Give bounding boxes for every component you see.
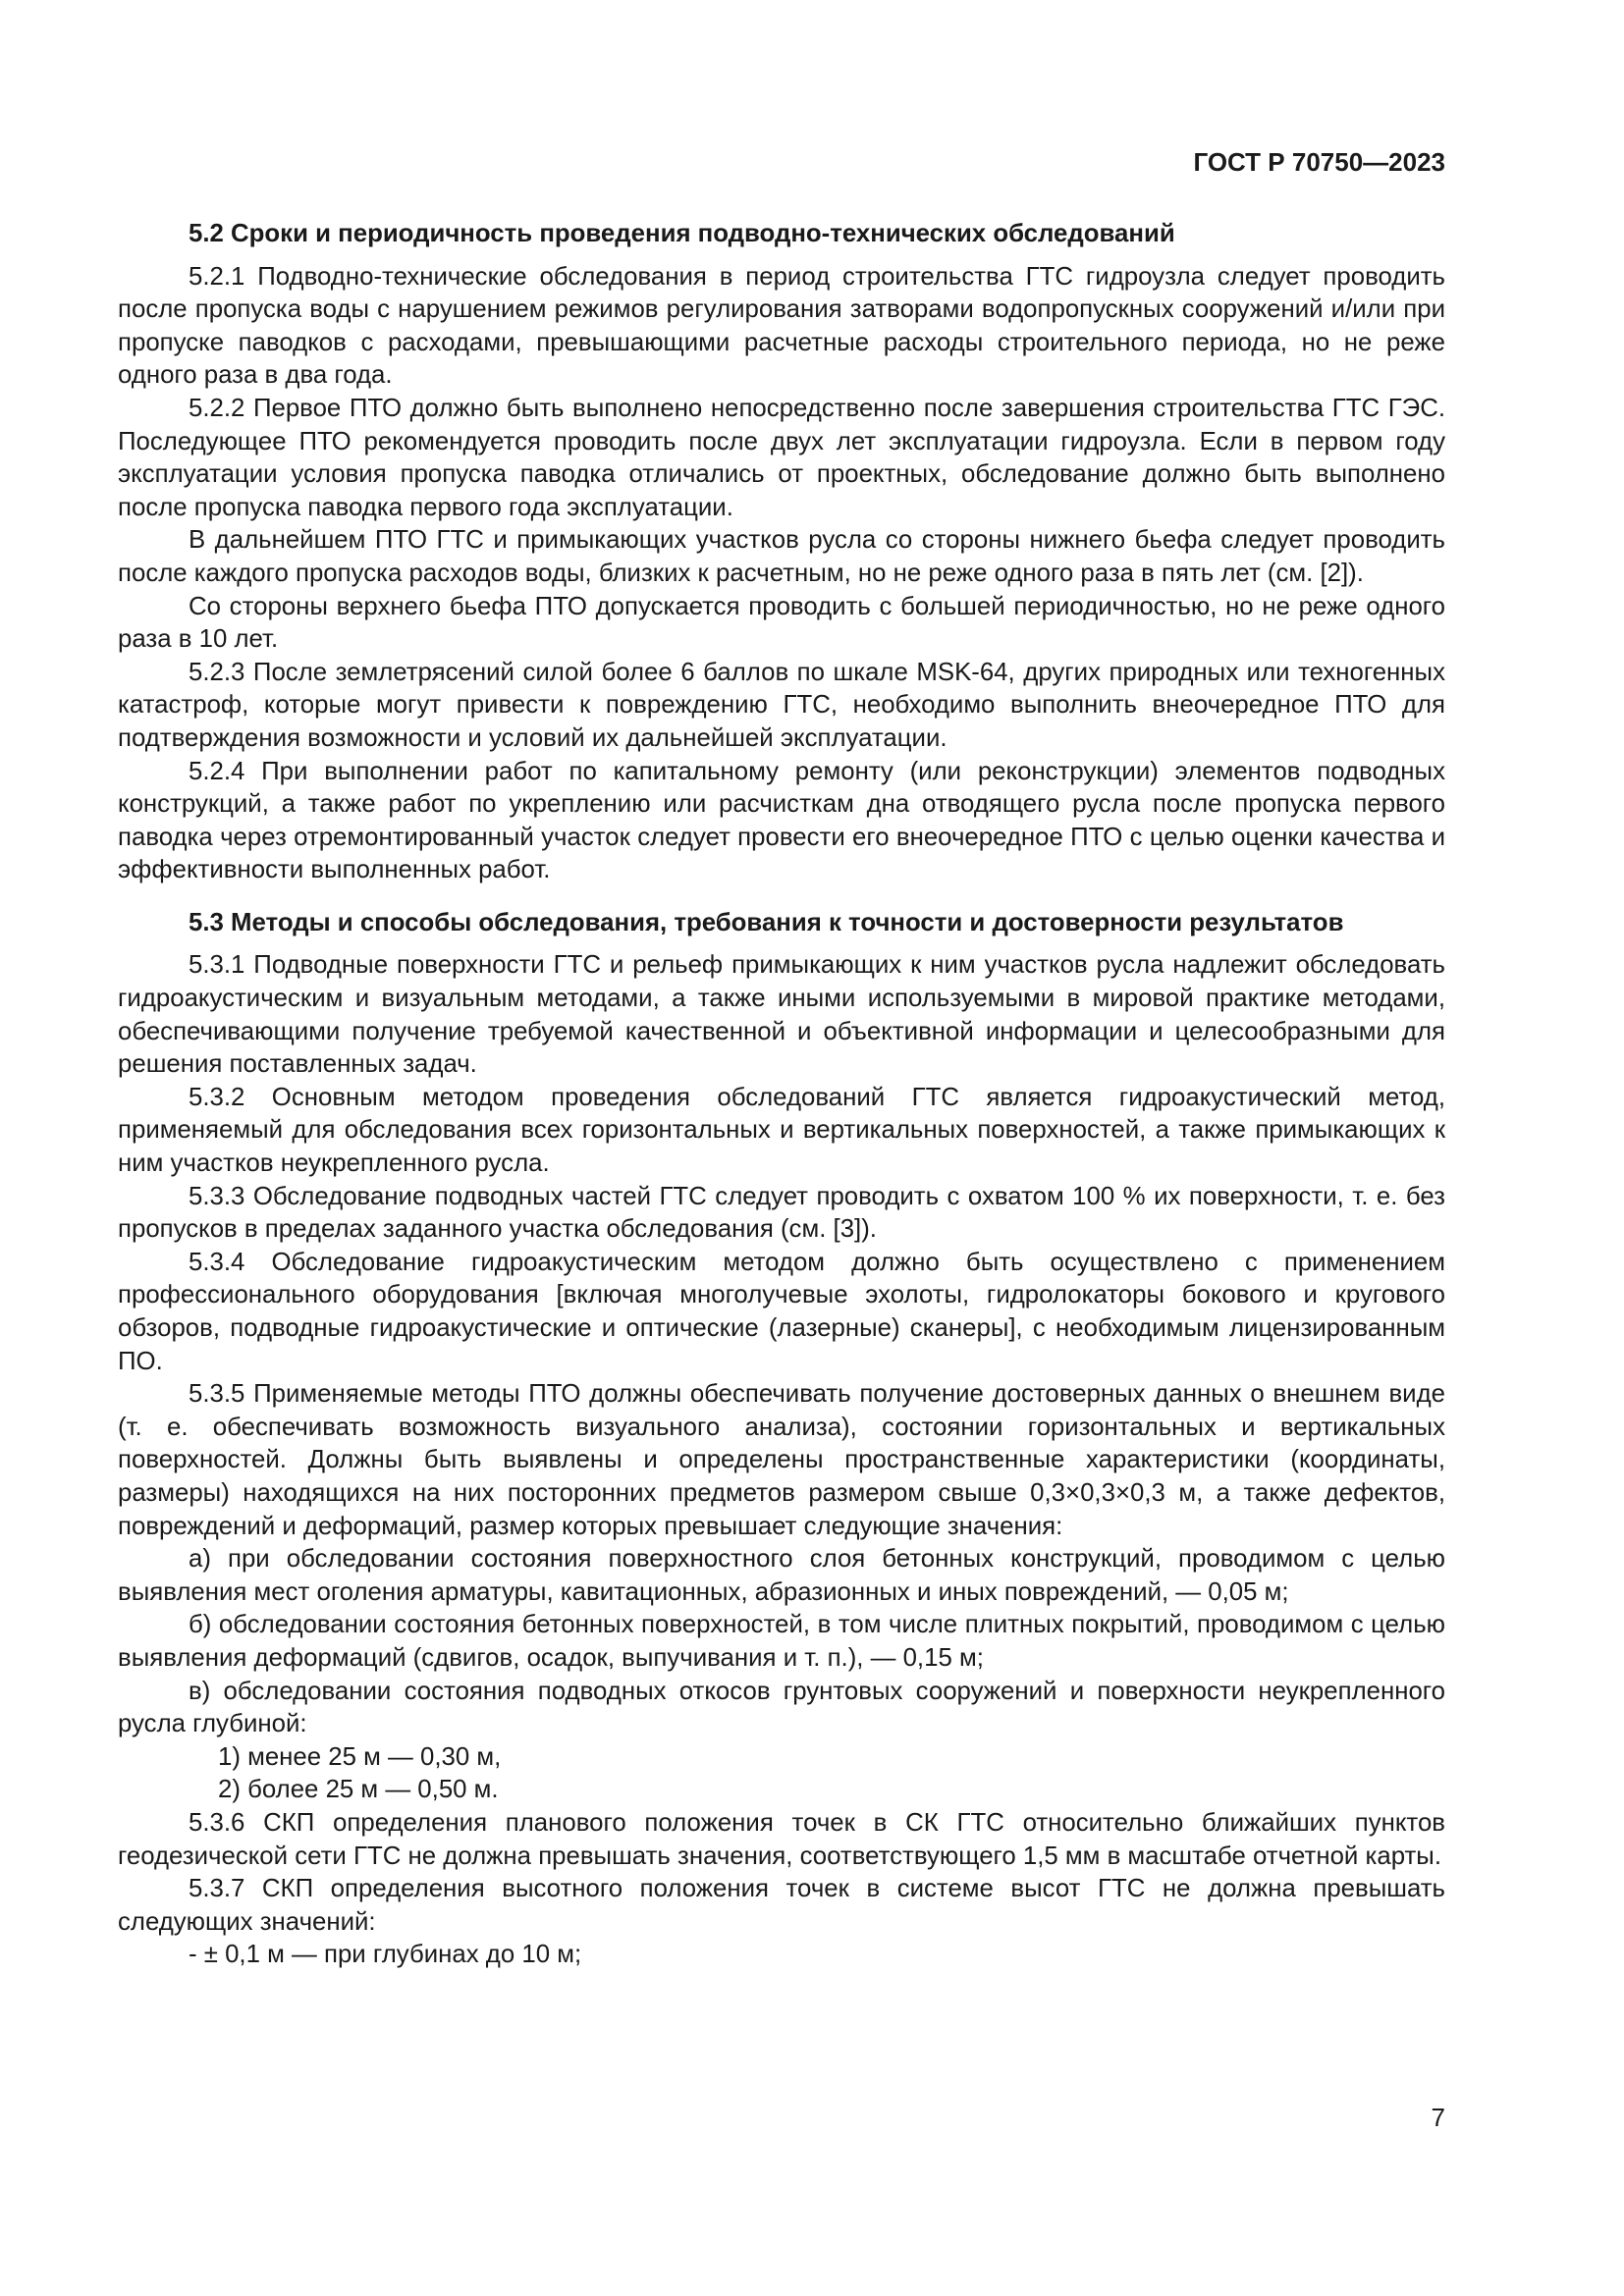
- page-number: 7: [1431, 2103, 1445, 2132]
- clause-5-2-4: 5.2.4 При выполнении работ по капитальному ремонту (или реконструкции) элементов подводных конструкций, а также работ по укреплению или расчисткам дна отводящего русла после пропуска первого паводка через отремонтированный участок следует провести его внеочередное ПТО с целью оценки качества и эффективности выполненных работ.: [118, 757, 1445, 884]
- paragraph-upstream: Со стороны верхнего бьефа ПТО допускается проводить с большей периодичностью, но не реже одного раза в 10 лет.: [118, 592, 1445, 654]
- paragraph-downstream: В дальнейшем ПТО ГТС и примыкающих участков русла со стороны нижнего бьефа следует проводить после каждого пропуска расходов воды, близких к расчетным, но не реже одного раза в пять лет (см. [2]).: [118, 526, 1445, 587]
- clause-5-3-6: 5.3.6 СКП определения планового положения точек в СК ГТС относительно ближайших пунктов геодезической сети ГТС не должна превышать значения, соответствующего 1,5 мм в масштабе отчетной карты.: [118, 1808, 1445, 1870]
- clause-5-3-5: 5.3.5 Применяемые методы ПТО должны обеспечивать получение достоверных данных о внешнем виде (т. е. обеспечивать возможность визуального анализа), состоянии горизонтальных и вертикальных поверхностей. Должны быть выявлены и определены пространственные характеристики (координаты, размеры) находящихся на них посторонних предметов размером свыше 0,3×0,3×0,3 м, а также дефектов, повреждений и деформаций, размер которых превышает следующие значения:: [118, 1380, 1445, 1540]
- section-5-2-title: 5.2 Сроки и периодичность проведения подводно-технических обследований: [189, 220, 1175, 247]
- clause-5-3-2: 5.3.2 Основным методом проведения обследований ГТС является гидроакустический метод, применяемый для обследования всех горизонтальных и вертикальных поверхностей, а также примыкающих к ним участков неукрепленного русла.: [118, 1083, 1445, 1178]
- dash-item-1: - ± 0,1 м — при глубинах до 10 м;: [189, 1941, 582, 1969]
- document-code: ГОСТ Р 70750—2023: [1193, 147, 1445, 177]
- clause-5-3-3: 5.3.3 Обследование подводных частей ГТС следует проводить с охватом 100 % их поверхности, т. е. без пропусков в пределах заданного участка обследования (см. [3]).: [118, 1182, 1445, 1244]
- clause-5-3-1: 5.3.1 Подводные поверхности ГТС и рельеф примыкающих к ним участков русла надлежит обследовать гидроакустическим и визуальным методами, а также иными используемыми в мировой практике методами, обеспечивающими получение требуемой качественной и объективной информации и целесообразными для решения поставленных задач.: [118, 951, 1445, 1079]
- list-item-a: а) при обследовании состояния поверхностного слоя бетонных конструкций, проводимом с целью выявления мест оголения арматуры, кавитационных, абразионных и иных повреждений, — 0,05 м;: [118, 1545, 1445, 1606]
- depth-item-2: 2) более 25 м — 0,50 м.: [218, 1776, 499, 1804]
- page-content: [118, 218, 1445, 1972]
- clause-5-3-4: 5.3.4 Обследование гидроакустическим методом должно быть осуществлено с применением профессионального оборудования [включая многолучевые эхолоты, гидролокаторы бокового и кругового обзоров, подводные гидроакустические и оптические (лазерные) сканеры], с необходимым лицензированным ПО.: [118, 1248, 1445, 1375]
- clause-5-2-2: 5.2.2 Первое ПТО должно быть выполнено непосредственно после завершения строительства ГТС ГЭС. Последующее ПТО рекомендуется проводить после двух лет эксплуатации гидроузла. Если в первом году эксплуатации условия пропуска паводка отличались от проектных, обследование должно быть выполнено после пропуска паводка первого года эксплуатации.: [118, 394, 1445, 521]
- section-5-3-title: 5.3 Методы и способы обследования, требования к точности и достоверности результатов: [189, 908, 1344, 936]
- clause-5-2-3: 5.2.3 После землетрясений силой более 6 баллов по шкале MSK-64, других природных или техногенных катастроф, которые могут привести к повреждению ГТС, необходимо выполнить внеочередное ПТО для подтверждения возможности и условий их дальнейшей эксплуатации.: [118, 658, 1445, 752]
- clause-5-2-1: 5.2.1 Подводно-технические обследования в период строительства ГТС гидроузла следует проводить после пропуска воды с нарушением режимов регулирования затворами водопропускных сооружений и/или при пропуске паводков с расходами, превышающими расчетные расходы строительного периода, но не реже одного раза в два года.: [118, 262, 1445, 390]
- clause-5-3-7: 5.3.7 СКП определения высотного положения точек в системе высот ГТС не должна превышать следующих значений:: [118, 1875, 1445, 1936]
- list-item-v: в) обследовании состояния подводных откосов грунтовых сооружений и поверхности неукрепленного русла глубиной:: [118, 1677, 1445, 1738]
- list-item-b: б) обследовании состояния бетонных поверхностей, в том числе плитных покрытий, проводимом с целью выявления деформаций (сдвигов, осадок, выпучивания и т. п.), — 0,15 м;: [118, 1611, 1445, 1672]
- depth-item-1: 1) менее 25 м — 0,30 м,: [218, 1742, 502, 1771]
